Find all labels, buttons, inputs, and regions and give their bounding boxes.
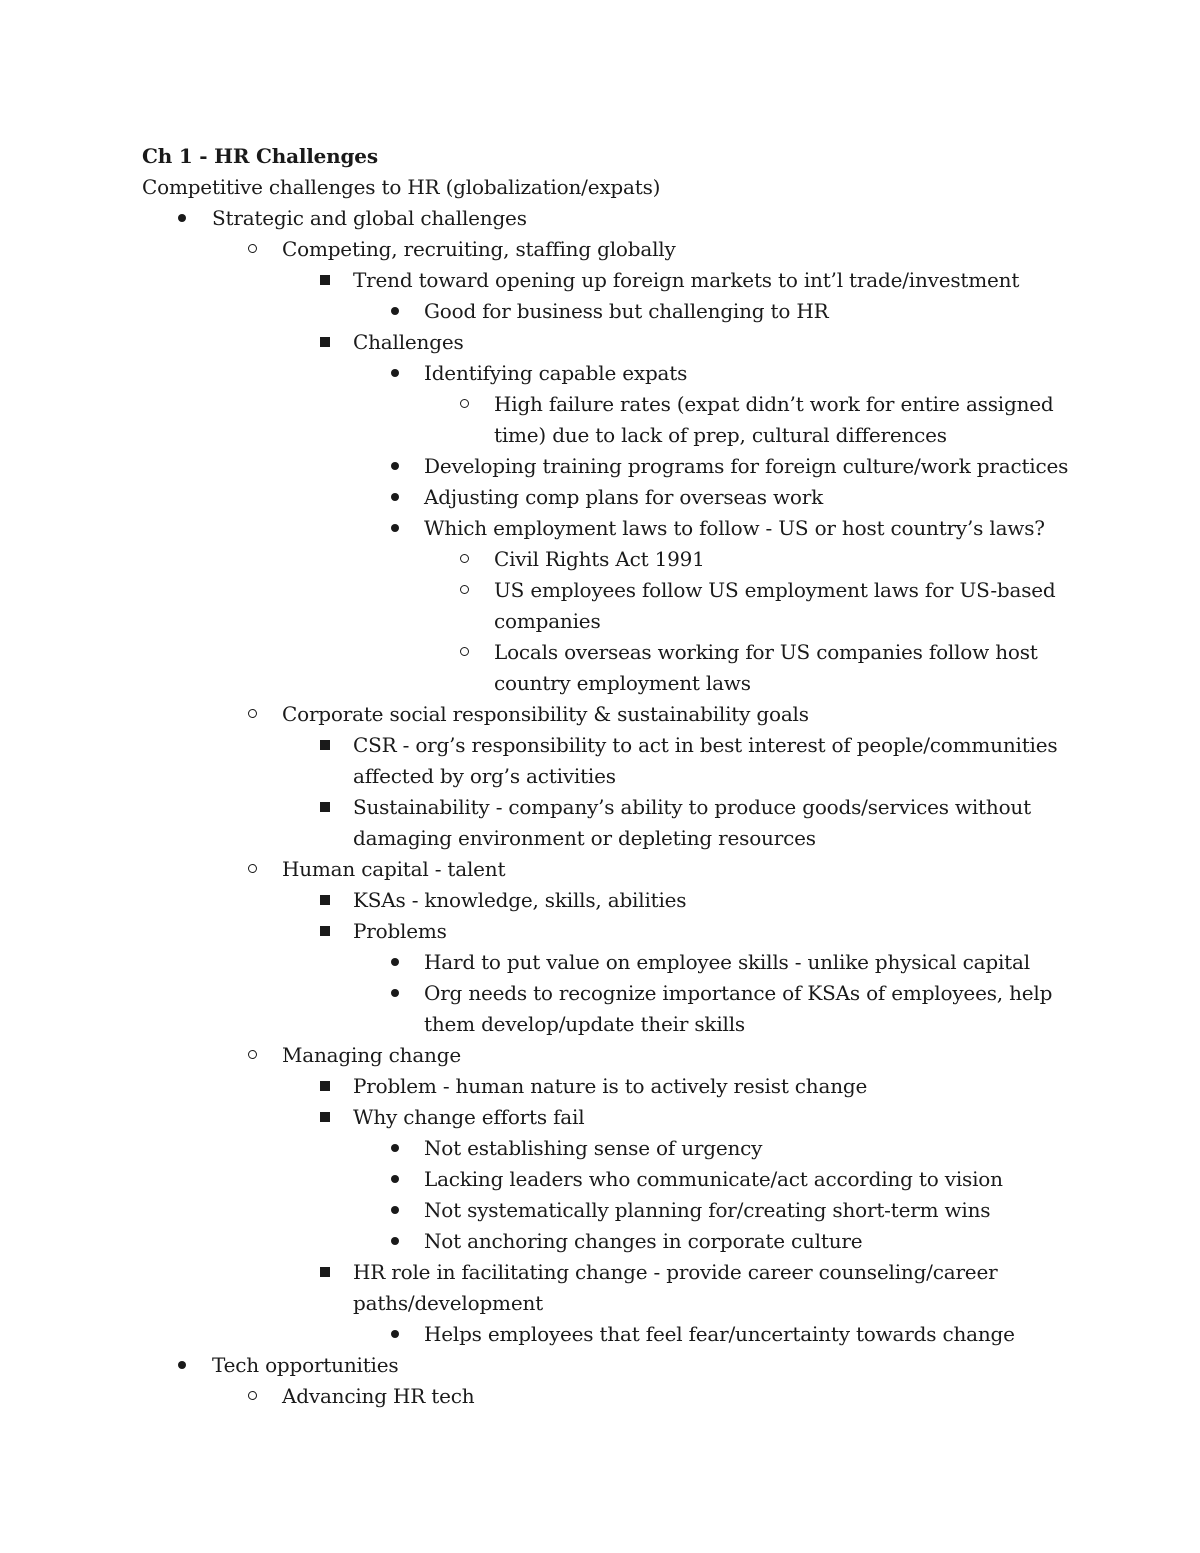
bullet-dot-icon	[178, 214, 186, 222]
bullet-dot-icon	[391, 958, 399, 966]
list-item: Why change efforts fail	[353, 1105, 585, 1129]
list-item: Trend toward opening up foreign markets to int’l trade/investment	[353, 268, 1020, 292]
list-item: Locals overseas working for US companies follow host	[494, 640, 1038, 664]
list-item-continuation: damaging environment or depleting resources	[353, 826, 816, 850]
list-item: Lacking leaders who communicate/act according to vision	[424, 1167, 1003, 1191]
list-item-continuation: paths/development	[353, 1291, 543, 1315]
bullet-circle-icon	[460, 554, 469, 563]
bullet-square-icon	[320, 1267, 330, 1277]
bullet-dot-icon	[391, 493, 399, 501]
list-item: Strategic and global challenges	[212, 206, 527, 230]
list-item: Not anchoring changes in corporate culture	[424, 1229, 863, 1253]
list-item: US employees follow US employment laws for US-based	[494, 578, 1056, 602]
bullet-square-icon	[320, 740, 330, 750]
list-item: Managing change	[282, 1043, 461, 1067]
list-item: Advancing HR tech	[282, 1384, 475, 1408]
bullet-dot-icon	[391, 462, 399, 470]
bullet-dot-icon	[391, 1330, 399, 1338]
list-item-continuation: companies	[494, 609, 601, 633]
list-item: Helps employees that feel fear/uncertainty towards change	[424, 1322, 1015, 1346]
list-item-continuation: them develop/update their skills	[424, 1012, 745, 1036]
list-item: Identifying capable expats	[424, 361, 688, 385]
list-item: Challenges	[353, 330, 464, 354]
list-item: Civil Rights Act 1991	[494, 547, 705, 571]
list-item: Problems	[353, 919, 447, 943]
bullet-circle-icon	[248, 244, 257, 253]
bullet-circle-icon	[248, 864, 257, 873]
list-item: Competing, recruiting, staffing globally	[282, 237, 676, 261]
document-subtitle: Competitive challenges to HR (globalization/expats)	[142, 175, 661, 199]
list-item: Problem - human nature is to actively resist change	[353, 1074, 868, 1098]
bullet-circle-icon	[248, 1050, 257, 1059]
list-item: Sustainability - company’s ability to produce goods/services without	[353, 795, 1031, 819]
list-item: High failure rates (expat didn’t work for entire assigned	[494, 392, 1054, 416]
list-item: Good for business but challenging to HR	[424, 299, 829, 323]
bullet-dot-icon	[391, 1175, 399, 1183]
bullet-circle-icon	[248, 1391, 257, 1400]
list-item: Not systematically planning for/creating short-term wins	[424, 1198, 991, 1222]
list-item: Developing training programs for foreign culture/work practices	[424, 454, 1069, 478]
bullet-dot-icon	[391, 1144, 399, 1152]
list-item: Corporate social responsibility & sustainability goals	[282, 702, 809, 726]
list-item: Human capital - talent	[282, 857, 506, 881]
list-item: Org needs to recognize importance of KSAs of employees, help	[424, 981, 1053, 1005]
list-item-continuation: time) due to lack of prep, cultural differences	[494, 423, 947, 447]
list-item: KSAs - knowledge, skills, abilities	[353, 888, 687, 912]
bullet-circle-icon	[460, 399, 469, 408]
bullet-dot-icon	[391, 989, 399, 997]
bullet-dot-icon	[391, 307, 399, 315]
bullet-square-icon	[320, 802, 330, 812]
bullet-dot-icon	[391, 369, 399, 377]
bullet-dot-icon	[391, 1237, 399, 1245]
bullet-circle-icon	[248, 709, 257, 718]
bullet-dot-icon	[391, 1206, 399, 1214]
bullet-square-icon	[320, 926, 330, 936]
document-title: Ch 1 - HR Challenges	[142, 144, 378, 168]
bullet-dot-icon	[178, 1361, 186, 1369]
list-item: Hard to put value on employee skills - unlike physical capital	[424, 950, 1030, 974]
list-item: Adjusting comp plans for overseas work	[424, 485, 824, 509]
list-item: Tech opportunities	[212, 1353, 399, 1377]
list-item-continuation: affected by org’s activities	[353, 764, 616, 788]
bullet-square-icon	[320, 1081, 330, 1091]
list-item: CSR - org’s responsibility to act in best interest of people/communities	[353, 733, 1058, 757]
bullet-circle-icon	[460, 647, 469, 656]
list-item-continuation: country employment laws	[494, 671, 751, 695]
list-item: Not establishing sense of urgency	[424, 1136, 763, 1160]
bullet-circle-icon	[460, 585, 469, 594]
bullet-square-icon	[320, 1112, 330, 1122]
bullet-square-icon	[320, 337, 330, 347]
bullet-square-icon	[320, 895, 330, 905]
bullet-dot-icon	[391, 524, 399, 532]
bullet-square-icon	[320, 275, 330, 285]
list-item: HR role in facilitating change - provide career counseling/career	[353, 1260, 998, 1284]
list-item: Which employment laws to follow - US or host country’s laws?	[424, 516, 1045, 540]
